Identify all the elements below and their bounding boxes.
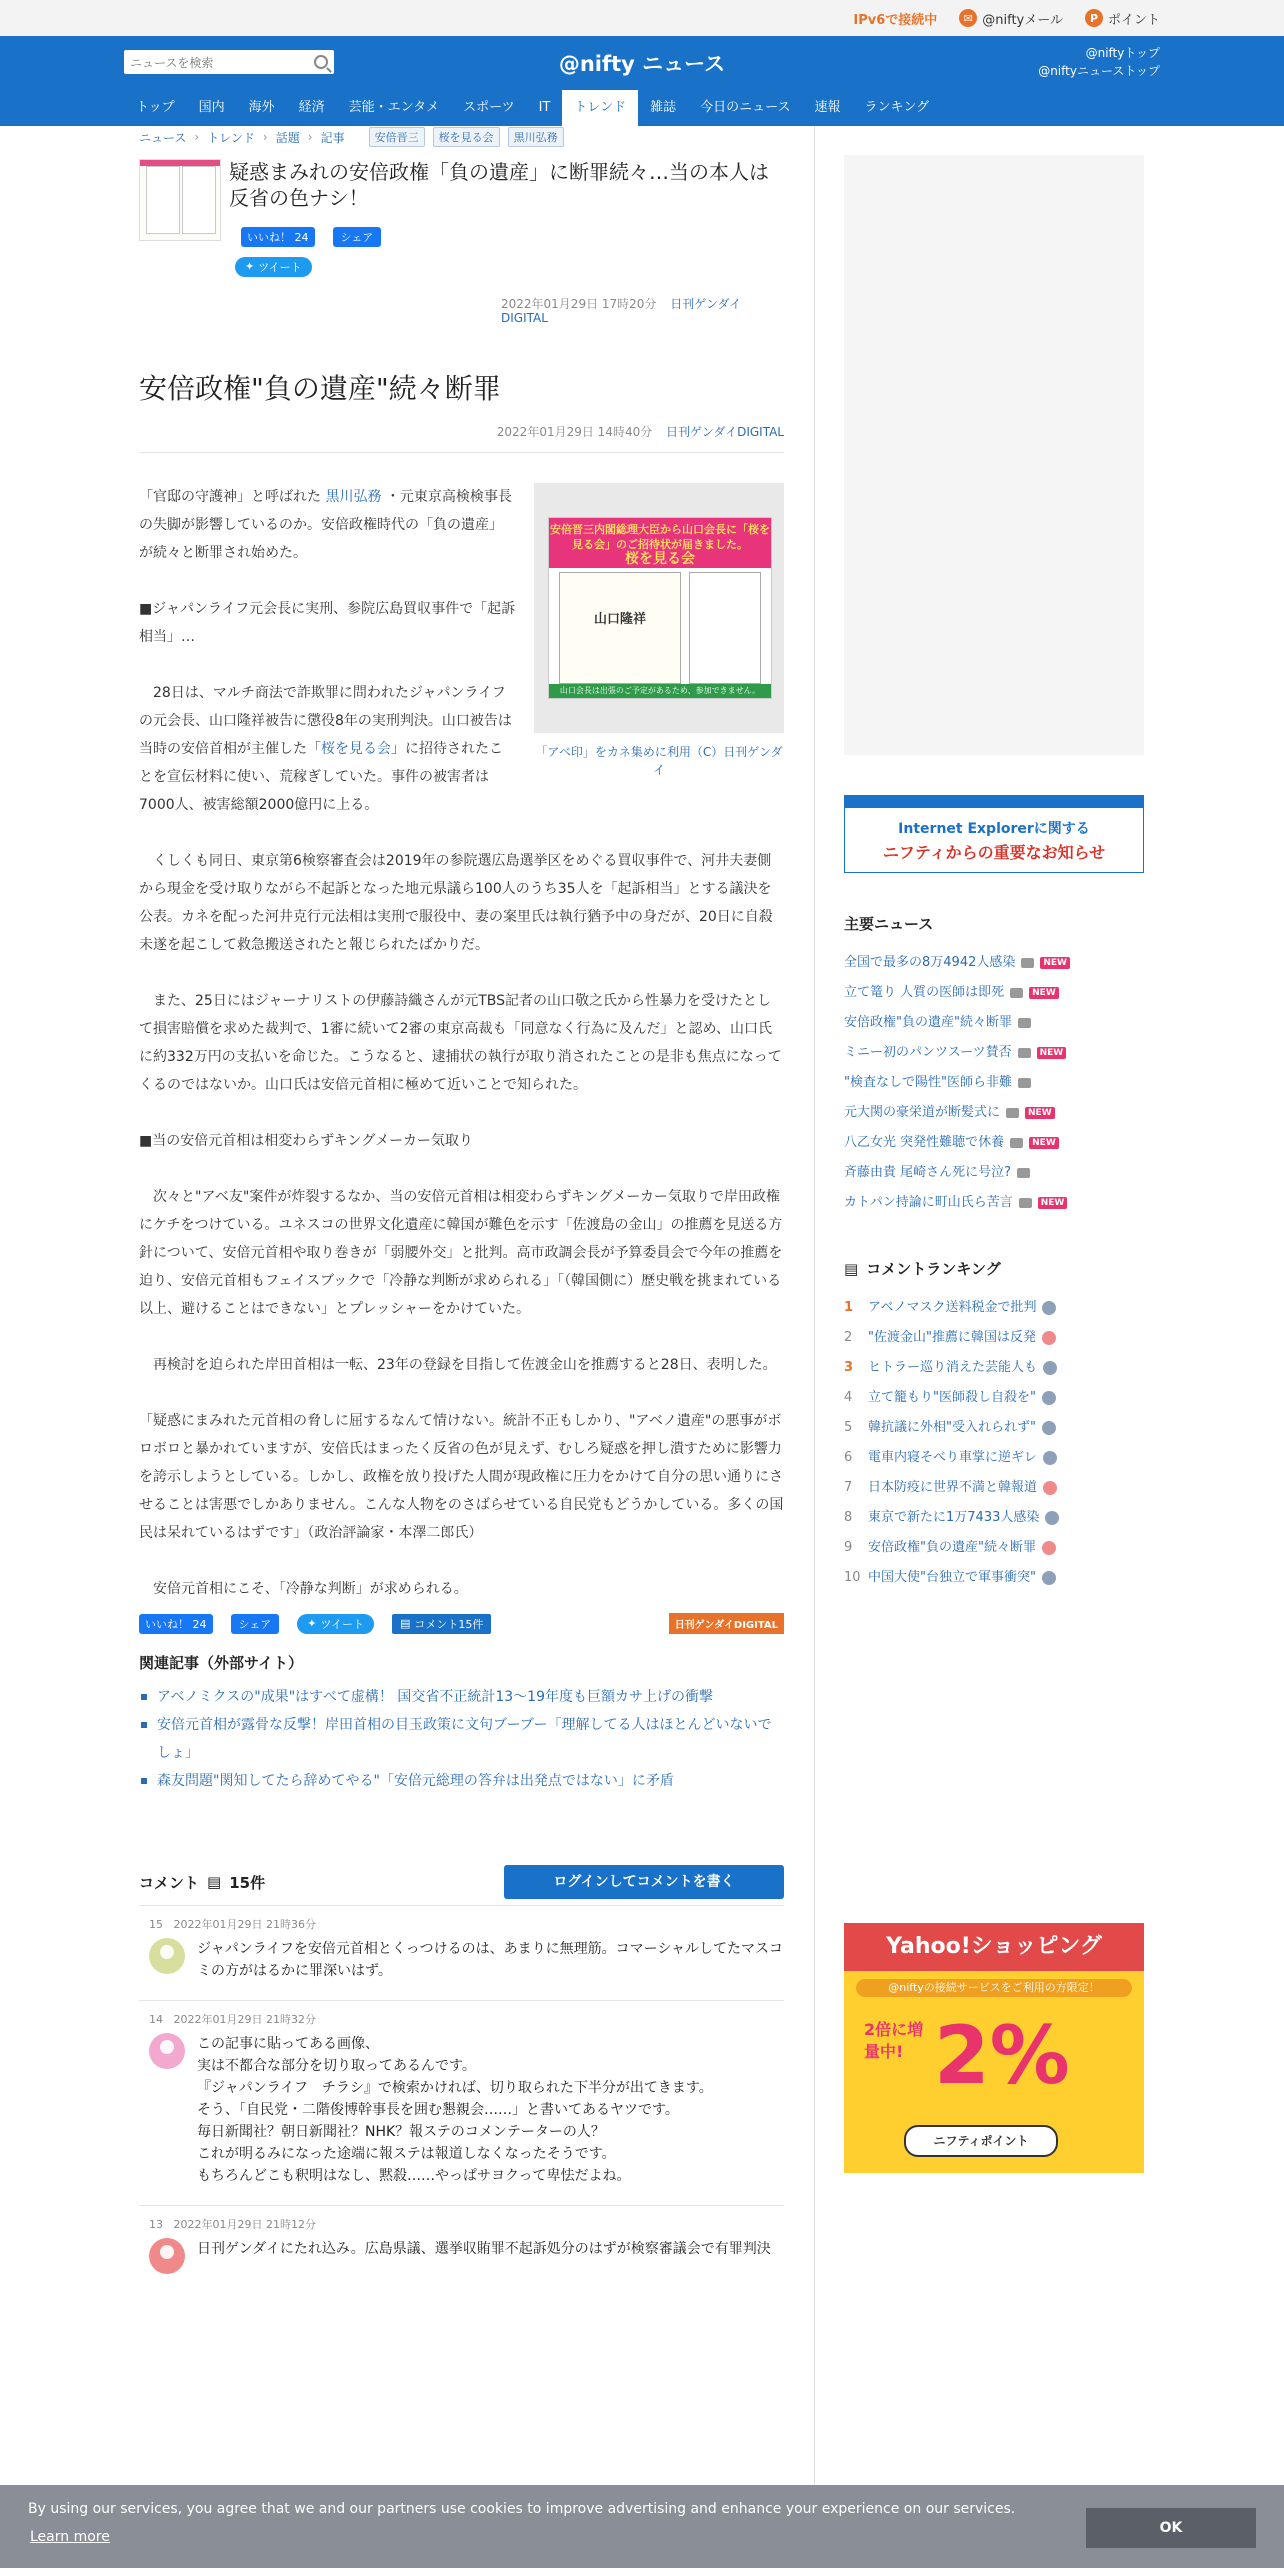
list-item xyxy=(844,1563,1144,1593)
list-item xyxy=(844,978,1144,1008)
rank-trend-icon xyxy=(1042,1301,1056,1315)
article-summary xyxy=(139,159,784,325)
new-badge: NEW xyxy=(1038,1197,1068,1209)
tag-abe[interactable]: 安倍晋三 xyxy=(369,127,425,147)
article-date xyxy=(139,423,784,453)
comments-count: 15件 xyxy=(229,1873,266,1892)
thumbnail-card xyxy=(146,166,180,234)
paragraph: 「疑惑にまみれた元首相の脅しに屈するなんて情けない。統計不正もしかり、"アベノ遺産"の悪事がボロボロと暴かれていますが、安倍氏はまったく反省の色が見えず、むしろ疑惑を押し潰すために影響力を誇示しようとしている。しかし、政権を放り投げた人間が現政権に圧力をかけて自分の思い通りにさせることは害悪でしかありません。こんな人物をのさばらせている自民党もどうかしている。多くの国民は呆れているはずです」（政治評論家・本澤二郎氏） xyxy=(139,1413,784,1541)
text: 「官邸の守護神」と呼ばれた xyxy=(139,489,321,505)
list-item xyxy=(844,1443,1144,1473)
site-header xyxy=(0,36,1284,126)
kurokawa-link[interactable]: 黒川弘務 xyxy=(325,489,382,505)
ad-placeholder[interactable] xyxy=(844,155,1144,755)
tab-breaking[interactable]: 速報 xyxy=(814,100,841,115)
camera-icon xyxy=(1006,1108,1019,1118)
breadcrumb-separator-icon: › xyxy=(262,130,268,144)
main-news-title: 主要ニュース xyxy=(844,915,934,933)
ranking-link[interactable]: 電車内寝そべり車掌に逆ギレ xyxy=(868,1450,1037,1465)
list-item xyxy=(844,1188,1144,1218)
list-item xyxy=(844,1038,1144,1068)
tab-overseas[interactable]: 海外 xyxy=(248,100,275,115)
related-link[interactable]: 安倍元首相が露骨な反撃！岸田首相の目玉政策に文句ブーブー「理解してる人はほとんどいないでしょ」 xyxy=(157,1717,772,1761)
facebook-share-button[interactable]: シェア xyxy=(231,1614,280,1634)
paragraph: 再検討を迫られた岸田首相は一転、23年の登録を目指して佐渡金山を推薦すると28日、表明した。 xyxy=(153,1357,777,1373)
article-image[interactable] xyxy=(534,483,784,733)
flyer-title: 桜を見る会 xyxy=(625,551,695,567)
twitter-bird-icon: ✦ xyxy=(245,260,255,273)
cookie-ok-button[interactable]: OK xyxy=(1086,2508,1256,2548)
summary-date xyxy=(501,297,761,325)
list-item xyxy=(844,1158,1144,1188)
comment-date: 2022年01月29日 21時32分 xyxy=(173,2013,316,2026)
list-item xyxy=(844,1293,1144,1323)
comment-row xyxy=(139,2033,784,2187)
rank-number: 5 xyxy=(844,1420,853,1435)
login-comment-button[interactable]: ログインしてコメントを書く xyxy=(504,1865,784,1899)
yahoo-ad-pill: ニフティポイント xyxy=(904,2125,1058,2157)
tab-today-news[interactable]: 今日のニュース xyxy=(700,100,791,115)
tab-domestic[interactable]: 国内 xyxy=(198,100,225,115)
tag-kurokawa[interactable]: 黒川弘務 xyxy=(508,127,564,147)
tab-trend[interactable]: トレンド xyxy=(562,90,638,126)
ranking-link[interactable]: 韓抗議に外相"受入れられず" xyxy=(868,1420,1036,1435)
comment-meta xyxy=(139,2011,784,2027)
comment-item xyxy=(139,1906,784,2001)
comment-ranking-title: コメントランキング xyxy=(866,1260,1001,1278)
rank-number: 4 xyxy=(844,1390,853,1405)
category-nav xyxy=(124,90,941,126)
breadcrumb-separator-icon: › xyxy=(194,130,200,144)
yahoo-shopping-ad[interactable] xyxy=(844,1923,1144,2173)
ie-notice-banner[interactable] xyxy=(844,795,1144,873)
comments-heading xyxy=(139,1872,265,1893)
facebook-like-label: いいね！ 24 xyxy=(145,1617,207,1631)
list-item xyxy=(844,1098,1144,1128)
flyer-image xyxy=(548,517,772,699)
new-badge: NEW xyxy=(1029,987,1059,999)
rank-number: 6 xyxy=(844,1450,853,1465)
tab-economy[interactable]: 経済 xyxy=(298,100,325,115)
camera-icon xyxy=(1018,1048,1031,1058)
twitter-bird-icon: ✦ xyxy=(307,1617,317,1630)
rank-trend-icon xyxy=(1043,1361,1057,1375)
nifty-news-top-link[interactable]: @niftyニューストップ xyxy=(1038,64,1160,78)
invitation-name: 山口隆祥 xyxy=(593,612,646,627)
paragraph: 安倍元首相にこそ、「冷静な判断」が求められる。 xyxy=(153,1581,468,1597)
summary-thumbnail[interactable] xyxy=(139,159,221,241)
tab-magazine[interactable]: 雑誌 xyxy=(650,100,677,115)
comment-number: 14 xyxy=(149,2013,163,2026)
top-utility-bar xyxy=(0,0,1284,36)
summary-title: 疑惑まみれの安倍政権「負の遺産」に断罪続々…当の本人は反省の色ナシ！ xyxy=(229,160,769,210)
news-link[interactable]: 斉藤由貴 尾崎さん死に号泣? xyxy=(844,1165,1012,1180)
summary-tweet-row xyxy=(235,255,312,277)
figure-caption: 「アベ印」をカネ集めに利用（C）日刊ゲンダイ xyxy=(535,745,783,777)
comment-row xyxy=(139,1938,784,1982)
main-column xyxy=(139,125,784,2292)
comment-item xyxy=(139,2001,784,2206)
summary-source-link[interactable]: 日刊ゲンダイDIGITAL xyxy=(501,297,742,325)
list-item xyxy=(844,1323,1144,1353)
news-link[interactable]: 安倍政権"負の遺産"続々断罪 xyxy=(844,1015,1012,1030)
sidebar xyxy=(844,155,1144,2173)
tab-entertainment[interactable]: 芸能・エンタメ xyxy=(348,100,440,115)
column-divider xyxy=(814,126,815,2526)
ranking-link[interactable]: 中国大使"台独立で軍事衝突" xyxy=(868,1570,1036,1585)
mail-label: @niftyメール xyxy=(982,12,1063,28)
rank-number: 1 xyxy=(844,1300,854,1315)
list-item xyxy=(139,1683,784,1711)
comment-number: 13 xyxy=(149,2218,163,2231)
summary-date-text: 2022年01月29日 17時20分 xyxy=(501,297,657,311)
comments-count-button[interactable] xyxy=(392,1614,491,1634)
main-news-section xyxy=(844,913,1144,1218)
comment-date: 2022年01月29日 21時36分 xyxy=(173,1918,316,1931)
comment-meta xyxy=(139,1916,784,1932)
facebook-like-button[interactable] xyxy=(139,1614,213,1634)
related-articles xyxy=(139,1652,784,1795)
list-item xyxy=(844,948,1144,978)
thumbnail-card xyxy=(182,166,216,234)
list-item xyxy=(844,1383,1144,1413)
ranking-link[interactable]: "佐渡金山"推薦に韓国は反発 xyxy=(868,1330,1036,1345)
rank-number: 7 xyxy=(844,1480,853,1495)
rank-number: 8 xyxy=(844,1510,853,1525)
comment-text: この記事に貼ってある画像、 実は不都合な部分を切り取ってあるんです。 『ジャパンライフ チラシ』で検索かければ、切り取られた下半分が出てきます。 そう、「自民党・二階俊博幹事長を囲む懇親会……」と書いてあるヤツです。 毎日新聞社？朝日新聞社？NHK？報ステのコメンテーターの人？ これが明るみになった途端に報ステは報道しなくなったそうです。 もちろんどこも釈明はなし、黙殺……やっぱサヨクって卑怯だよね。 xyxy=(197,2036,713,2184)
comment-icon: ▤ xyxy=(399,1617,411,1630)
article-date-text: 2022年01月29日 14時40分 xyxy=(496,425,653,439)
breadcrumb-article[interactable]: 記事 xyxy=(320,130,345,145)
main-news-list xyxy=(844,948,1144,1218)
paragraph: くしくも同日、東京第6検察審査会は2019年の参院選広島選挙区をめぐる買収事件で、河井夫妻側から現金を受け取りながら不起訴となった地元県議ら100人のうち35人を「起訴相当」とする議決を公表。カネを配った河井克行元法相は実刑で服役中、妻の案里氏は執行猶予中の身だが、20日に自殺未遂を起こして救急搬送されたと報じられたばかりだ。 xyxy=(139,853,773,953)
camera-icon xyxy=(1018,1078,1031,1088)
new-badge: NEW xyxy=(1037,1047,1067,1059)
subheading: ■当の安倍元首相は相変わらずキングメーカー気取り xyxy=(139,1133,473,1149)
subheading: ■ジャパンライフ元会長に実刑、参院広島買収事件で「起訴相当」… xyxy=(139,601,516,645)
camera-icon xyxy=(1018,1018,1031,1028)
comment-ranking-list xyxy=(844,1293,1144,1593)
related-link[interactable]: 森友問題"関知してたら辞めてやる"「安倍元総理の答弁は出発点ではない」に矛盾 xyxy=(157,1773,674,1789)
news-link[interactable]: 元大関の豪栄道が断髪式に xyxy=(844,1105,1001,1120)
article-body xyxy=(139,483,784,1603)
point-label: ポイント xyxy=(1107,12,1160,28)
comment-text: 日刊ゲンダイにたれ込み。広島県議、選挙収賄罪不起訴処分のはずが検察審議会で有罪判決 xyxy=(197,2241,771,2257)
article-figure xyxy=(534,483,784,779)
comment-number: 15 xyxy=(149,1918,163,1931)
nifty-top-link[interactable]: @niftyトップ xyxy=(1085,46,1160,60)
yahoo-ad-title: Yahoo!ショッピング xyxy=(844,1923,1144,1971)
list-item xyxy=(844,1068,1144,1098)
point-icon: P xyxy=(1085,9,1103,27)
tab-ranking[interactable]: ランキング xyxy=(864,100,930,115)
rank-trend-icon xyxy=(1043,1451,1057,1465)
search-input[interactable] xyxy=(128,51,307,75)
flyer-cards xyxy=(559,572,759,682)
comments-header xyxy=(139,1865,784,1906)
facebook-share-button[interactable]: シェア xyxy=(333,227,382,247)
yahoo-ad-subtitle: @niftyの接続サービスをご利用の方限定！ xyxy=(856,1979,1132,1997)
ie-banner-line1: Internet Explorerに関する xyxy=(898,821,1090,837)
comment-meta xyxy=(139,2216,784,2232)
comment-icon: ▤ xyxy=(844,1259,859,1278)
comment-row xyxy=(139,2238,784,2274)
rank-number: 9 xyxy=(844,1540,853,1555)
yahoo-ad-left-text: 2倍に増量中! xyxy=(864,2020,924,2061)
cookie-consent-bar xyxy=(0,2485,1284,2568)
rank-trend-icon xyxy=(1042,1541,1056,1555)
avatar xyxy=(149,2033,185,2069)
ranking-link[interactable]: 安倍政権"負の遺産"続々断罪 xyxy=(868,1540,1036,1555)
rank-trend-icon xyxy=(1042,1331,1056,1345)
tweet-button[interactable] xyxy=(297,1614,374,1634)
avatar xyxy=(149,1938,185,1974)
ranking-link[interactable]: 立て籠もり"医師殺し自殺を" xyxy=(868,1390,1036,1405)
news-link[interactable]: 立て篭り 人質の医師は即死 xyxy=(844,985,1005,1000)
comment-date: 2022年01月29日 21時12分 xyxy=(173,2218,316,2231)
article-source-link[interactable]: 日刊ゲンダイDIGITAL xyxy=(666,425,784,439)
rank-number: 2 xyxy=(844,1330,853,1345)
rank-trend-icon xyxy=(1042,1571,1056,1585)
rank-trend-icon xyxy=(1042,1421,1056,1435)
stamp-card xyxy=(689,572,761,684)
comments-label: コメント xyxy=(139,1873,200,1892)
invitation-card xyxy=(559,572,681,684)
ie-banner-bar xyxy=(845,796,1143,808)
tab-sports[interactable]: スポーツ xyxy=(463,100,515,115)
camera-icon xyxy=(1010,988,1023,998)
flyer-subtitle: 安倍晋三内閣総理大臣から山口会長に「桜を見る会」のご招待状が届きました。 xyxy=(550,523,770,551)
facebook-like-label: いいね！ 24 xyxy=(247,231,309,244)
search-icon[interactable] xyxy=(314,55,328,69)
site-logo[interactable]: @nifty ニュース xyxy=(558,52,726,76)
camera-icon xyxy=(1021,958,1034,968)
news-link[interactable]: 八乙女光 突発性難聴で休養 xyxy=(844,1135,1005,1150)
news-link[interactable]: "検査なしで陽性"医師ら非難 xyxy=(844,1075,1012,1090)
new-badge: NEW xyxy=(1029,1137,1059,1149)
sakura-link[interactable]: 桜を見る会 xyxy=(321,741,391,757)
flyer-header xyxy=(549,518,771,568)
new-badge: NEW xyxy=(1040,957,1070,969)
rank-trend-icon xyxy=(1043,1481,1057,1495)
comments-count-label: コメント15件 xyxy=(414,1617,484,1631)
tweet-label: ツイート xyxy=(258,260,302,274)
breadcrumb xyxy=(139,125,784,149)
article-share-bar xyxy=(139,1613,784,1634)
tweet-button[interactable] xyxy=(235,257,312,277)
breadcrumb-separator-icon: › xyxy=(307,130,313,144)
list-item xyxy=(844,1128,1144,1158)
text: ・元東京高検検事長の失脚が影響しているのか。安倍政権時代の「負の遺産」が続々と断罪され始めた。 xyxy=(139,489,512,561)
list-item xyxy=(844,1503,1144,1533)
rank-number: 10 xyxy=(844,1570,861,1585)
comment-ranking-section xyxy=(844,1258,1144,1593)
tag-sakura[interactable]: 桜を見る会 xyxy=(433,127,500,147)
list-item xyxy=(844,1473,1144,1503)
list-item xyxy=(844,1353,1144,1383)
learn-more-link[interactable]: Learn more xyxy=(30,2529,110,2545)
breadcrumb-news[interactable]: ニュース xyxy=(139,130,187,145)
nifty-mail-link[interactable] xyxy=(959,9,1063,28)
cookie-text: By using our services, you agree that we and our partners use cookies to improve advertising and enhance your experience on our services. xyxy=(28,2501,1016,2517)
list-item xyxy=(844,1008,1144,1038)
flyer-footer: 山口会長は出張のご予定があるため、参加できません。 xyxy=(549,684,771,698)
point-link[interactable] xyxy=(1085,9,1160,28)
ranking-link[interactable]: 東京で新たに1万7433人感染 xyxy=(868,1510,1040,1525)
comment-icon: ▤ xyxy=(207,1873,222,1891)
gendai-logo[interactable]: 日刊ゲンダイDIGITAL xyxy=(669,1613,784,1634)
mail-icon: ✉ xyxy=(959,9,977,27)
tab-it[interactable]: IT xyxy=(538,100,551,115)
list-item xyxy=(139,1767,784,1795)
comment-ranking-heading xyxy=(844,1258,1144,1279)
tweet-label: ツイート xyxy=(320,1617,364,1631)
text: 」に招待されたことを宣伝材料に使い、荒稼ぎしていた。事件の被害者は7000人、被害総額2000億円に上る。 xyxy=(139,741,503,813)
header-links xyxy=(1038,44,1160,80)
related-title: 関連記事（外部サイト） xyxy=(139,1654,303,1672)
ranking-link[interactable]: ヒトラー巡り消えた芸能人も xyxy=(868,1360,1038,1375)
ipv6-status-link[interactable]: IPv6で接続中 xyxy=(853,12,938,28)
ranking-link[interactable]: アベノマスク送料税金で批判 xyxy=(868,1300,1037,1315)
breadcrumb-topic[interactable]: 話題 xyxy=(275,130,300,145)
new-badge: NEW xyxy=(1025,1107,1055,1119)
rank-trend-icon xyxy=(1045,1511,1059,1525)
news-link[interactable]: 全国で最多の8万4942人感染 xyxy=(844,955,1016,970)
summary-share-row xyxy=(241,227,381,247)
related-link[interactable]: アベノミクスの"成果"はすべて虚構！ 国交省不正統計13～19年度も巨額カサ上げの衝撃 xyxy=(157,1689,713,1705)
yahoo-ad-percent: 2% xyxy=(934,2009,1070,2102)
utility-links xyxy=(853,0,1160,36)
avatar xyxy=(149,2238,185,2274)
search-box xyxy=(124,50,334,74)
news-link[interactable]: ミニー初のパンツスーツ賛否 xyxy=(844,1045,1012,1060)
paragraph: 次々と"アベ友"案件が炸裂するなか、当の安倍元首相は相変わらずキングメーカー気取りで岸田政権にケチをつけている。ユネスコの世界文化遺産に韓国が難色を示す「佐渡島の金山」の推薦を見送る方針について、安倍元首相や取り巻きが「弱腰外交」と批判。高市政調会長が予算委員会で今年の推薦を迫り、安倍元首相もフェイスブックで「冷静な判断が求められる」「（韓国側に）歴史戦を挑まれている以上、避けることはできない」とプレッシャーをかけていた。 xyxy=(139,1189,783,1317)
camera-icon xyxy=(1010,1138,1023,1148)
rank-trend-icon xyxy=(1042,1391,1056,1405)
breadcrumb-trend[interactable]: トレンド xyxy=(207,130,255,145)
article-title: 安倍政権"負の遺産"続々断罪 xyxy=(139,372,501,405)
comment-item xyxy=(139,2206,784,2292)
ie-banner-line2: ニフティからの重要なお知らせ xyxy=(882,843,1106,862)
ranking-link[interactable]: 日本防疫に世界不満と韓報道 xyxy=(868,1480,1038,1495)
tab-top[interactable]: トップ xyxy=(136,100,175,115)
list-item xyxy=(844,1533,1144,1563)
facebook-like-button[interactable] xyxy=(241,227,315,247)
list-item xyxy=(844,1413,1144,1443)
comment-text: ジャパンライフを安倍元首相とくっつけるのは、あまりに無理筋。コマーシャルしてたマスコミの方がはるかに罪深いはず。 xyxy=(197,1941,784,1979)
rank-number: 3 xyxy=(844,1360,854,1375)
list-item xyxy=(139,1711,784,1767)
camera-icon xyxy=(1019,1198,1032,1208)
camera-icon xyxy=(1017,1168,1030,1178)
news-link[interactable]: カトパン持論に町山氏ら苦言 xyxy=(844,1195,1013,1210)
paragraph: また、25日にはジャーナリストの伊藤詩織さんが元TBS記者の山口敬之氏から性暴力を受けたとして損害賠償を求めた裁判で、1審に続いて2審の東京高裁も「同意なく行為に及んだ」と認め、山口氏に約332万円の支払いを命じた。こうなると、逮捕状の執行が取り消されたことの是非も焦点になってくるのではないか。山口氏は安倍元首相に極めて近いことで知られた。 xyxy=(139,993,782,1093)
text: 28日は、マルチ商法で詐欺罪に問われたジャパンライフの元会長、山口隆祥被告に懲役8年の実刑判決。山口被告は当時の安倍首相が主催した「 xyxy=(139,685,512,757)
